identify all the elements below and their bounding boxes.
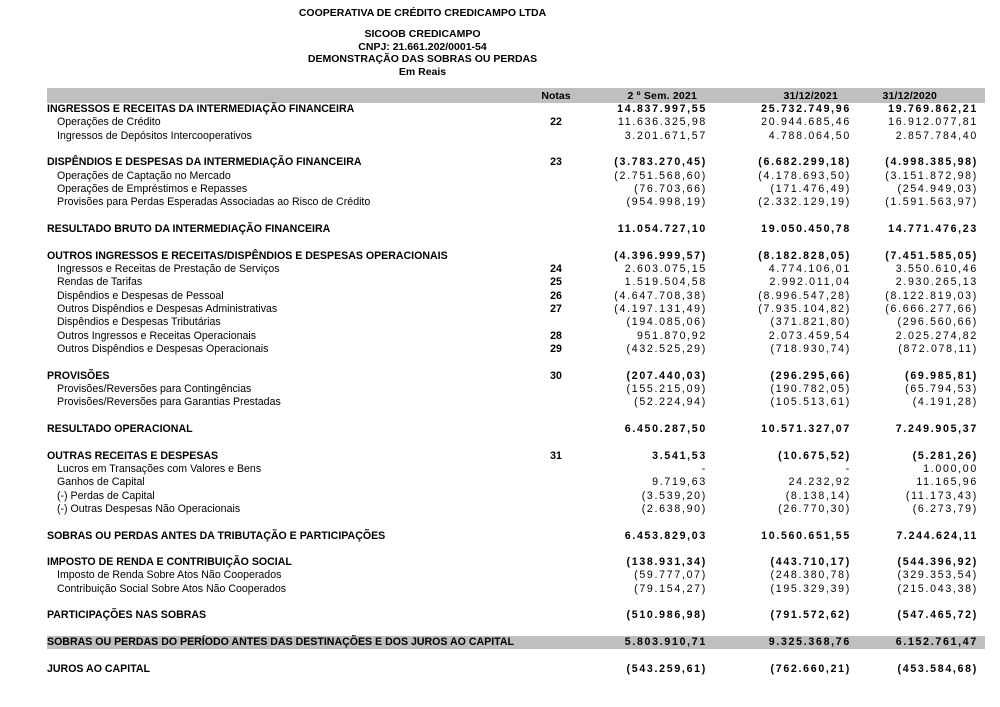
nota-cell (532, 636, 580, 649)
value-sem2-2021 (580, 516, 707, 529)
value-sem2-2021: 5.803.910,71 (624, 636, 707, 649)
value-sem2-2021 (580, 436, 707, 449)
spacer-row (47, 143, 985, 156)
value-31-12-2020 (851, 410, 985, 423)
nota-cell (532, 183, 580, 196)
value-31-12-2020: (65.794,53) (905, 382, 978, 395)
value-31-12-2021: 2.992.011,04 (769, 276, 851, 289)
value-sem2-2021: (138.931,34) (626, 556, 707, 569)
nota-cell (532, 410, 580, 423)
value-31-12-2020: 2.930.265,13 (895, 276, 978, 289)
row-label: INGRESSOS E RECEITAS DA INTERMEDIAÇÃO FINANCEIRA (47, 103, 355, 115)
value-sem2-2021: (155.215,09) (626, 382, 707, 395)
table-row (47, 170, 985, 183)
value-sem2-2021 (580, 410, 707, 423)
nota-cell (532, 530, 580, 543)
nota-cell (532, 196, 580, 209)
row-label: Outros Ingressos e Receitas Operacionais (57, 329, 257, 342)
value-sem2-2021: 1.519.504,58 (624, 276, 707, 289)
value-sem2-2021: (59.777,07) (634, 569, 707, 582)
value-31-12-2021: (6.682.299,18) (758, 156, 851, 169)
nota-cell (532, 316, 580, 329)
value-31-12-2021 (707, 623, 851, 636)
value-sem2-2021: 11.636.325,98 (617, 116, 707, 129)
nota-cell (532, 396, 580, 409)
row-label: Dispêndios e Despesas de Pessoal (57, 289, 224, 302)
nota-cell: 23 (550, 156, 562, 169)
value-31-12-2020 (851, 236, 985, 249)
value-31-12-2020 (851, 596, 985, 609)
row-label: RESULTADO BRUTO DA INTERMEDIAÇÃO FINANCEIRA (47, 222, 331, 235)
nota-cell (532, 103, 580, 116)
value-31-12-2021 (707, 410, 851, 423)
row-label: Provisões para Perdas Esperadas Associadas ao Risco de Crédito (57, 196, 371, 209)
column-header-notas: Notas (541, 89, 571, 102)
value-31-12-2020: 2.025.274,82 (895, 329, 978, 342)
row-label (47, 596, 532, 609)
value-31-12-2021: 2.073.459,54 (768, 329, 851, 342)
statement-title: DEMONSTRAÇÃO DAS SOBRAS OU PERDAS (307, 53, 538, 66)
value-31-12-2020: (4.191,28) (912, 396, 978, 409)
table-row (47, 450, 985, 463)
value-31-12-2021: (8.182.828,05) (758, 249, 851, 262)
nota-cell (532, 543, 580, 556)
value-31-12-2020: (11.173,43) (905, 489, 978, 502)
value-31-12-2021 (707, 649, 851, 662)
value-31-12-2021: (2.332.129,19) (758, 196, 851, 209)
nota-cell (532, 476, 580, 489)
value-31-12-2020: (296.560,66) (897, 316, 978, 329)
entity-name: SICOOB CREDICAMPO (364, 28, 481, 41)
value-sem2-2021: 3.201.671,57 (624, 129, 707, 142)
value-31-12-2021: (8.138,14) (785, 489, 851, 502)
row-label: Ingressos e Receitas de Prestação de Serviços (57, 262, 280, 275)
value-31-12-2020: (8.122.819,03) (885, 289, 978, 302)
value-31-12-2020: 3.550.610,46 (895, 262, 978, 275)
value-sem2-2021: (207.440,03) (626, 369, 707, 382)
row-label: Lucros em Transações com Valores e Bens (57, 462, 262, 475)
table-row (47, 609, 985, 622)
value-31-12-2020: 19.769.862,21 (888, 103, 978, 115)
table-row (47, 223, 985, 236)
table-row (47, 263, 985, 276)
table-row (47, 290, 985, 303)
value-sem2-2021: (3.539,20) (641, 489, 707, 502)
column-header-sem2-2021: 2 º Sem. 2021 (627, 89, 697, 102)
row-label: SOBRAS OU PERDAS DO PERÍODO ANTES DAS DESTINAÇÕES E DOS JUROS AO CAPITAL (47, 636, 514, 649)
row-label: OUTRAS RECEITAS E DESPESAS (47, 449, 219, 462)
value-31-12-2020: (329.353,54) (897, 569, 978, 582)
row-label: (-) Perdas de Capital (57, 489, 155, 502)
value-sem2-2021: (3.783.270,45) (614, 156, 707, 169)
nota-cell: 27 (550, 302, 562, 315)
row-label: JUROS AO CAPITAL (47, 662, 150, 675)
table-row (47, 250, 985, 263)
value-sem2-2021: (52.224,94) (634, 396, 707, 409)
value-31-12-2020: (6.273,79) (912, 502, 978, 515)
value-sem2-2021: 6.450.287,50 (624, 422, 707, 435)
nota-cell (532, 383, 580, 396)
nota-cell: 31 (550, 449, 562, 462)
row-label (47, 436, 532, 449)
value-31-12-2020 (851, 356, 985, 369)
row-label: PROVISÕES (47, 369, 110, 382)
value-sem2-2021: (79.154,27) (634, 582, 707, 595)
value-31-12-2020: (547.465,72) (897, 609, 978, 622)
value-31-12-2021: (443.710,17) (770, 556, 851, 569)
value-sem2-2021: (76.703,66) (634, 182, 707, 195)
row-label: Provisões/Reversões para Garantias Prestadas (57, 396, 281, 409)
nota-cell: 28 (550, 329, 562, 342)
spacer-row (47, 356, 985, 369)
value-31-12-2021 (707, 543, 851, 556)
row-label: Outros Dispêndios e Despesas Operacionais (57, 342, 269, 355)
value-31-12-2021: (195.329,39) (770, 582, 851, 595)
row-label (47, 649, 532, 662)
value-31-12-2020: 11.165,96 (916, 476, 978, 489)
table-row (47, 103, 985, 116)
value-sem2-2021: (194.085,06) (626, 316, 707, 329)
cnpj-line: CNPJ: 21.661.202/0001-54 (358, 40, 487, 53)
row-label: Operações de Empréstimos e Repasses (57, 182, 248, 195)
value-31-12-2021 (707, 436, 851, 449)
value-31-12-2021: (171.476,49) (770, 182, 851, 195)
nota-cell (532, 663, 580, 676)
value-31-12-2020: 6.152.761,47 (895, 636, 978, 649)
spacer-row (47, 649, 985, 662)
row-label: Outros Dispêndios e Despesas Administrativas (57, 302, 278, 315)
value-sem2-2021: (4.396.999,57) (614, 249, 707, 262)
nota-cell (532, 463, 580, 476)
value-31-12-2021 (707, 596, 851, 609)
table-header-row (47, 88, 985, 103)
value-31-12-2021: 25.732.749,96 (761, 103, 851, 115)
nota-cell: 29 (550, 342, 562, 355)
value-sem2-2021: - (701, 462, 707, 475)
value-sem2-2021 (580, 596, 707, 609)
spacer-row (47, 236, 985, 249)
row-label: Provisões/Reversões para Contingências (57, 382, 252, 395)
nota-cell (532, 596, 580, 609)
value-31-12-2021 (707, 210, 851, 223)
value-31-12-2021: (26.770,30) (778, 502, 851, 515)
row-label (47, 210, 532, 223)
table-row (47, 116, 985, 129)
value-31-12-2020: 2.857.784,40 (895, 129, 978, 142)
value-sem2-2021: 11.054.727,10 (617, 222, 707, 235)
value-sem2-2021 (580, 143, 707, 156)
row-label (47, 143, 532, 156)
nota-cell: 26 (550, 289, 562, 302)
table-row (47, 156, 985, 169)
value-31-12-2021: (4.178.693,50) (758, 169, 851, 182)
nota-cell (532, 130, 580, 143)
value-31-12-2021: (762.660,21) (770, 662, 851, 675)
nota-cell (532, 649, 580, 662)
value-31-12-2020: (544.396,92) (897, 556, 978, 569)
row-label: RESULTADO OPERACIONAL (47, 422, 193, 435)
value-31-12-2020 (851, 516, 985, 529)
value-31-12-2021: (190.782,05) (770, 382, 851, 395)
value-31-12-2021 (707, 143, 851, 156)
nota-cell (532, 236, 580, 249)
value-31-12-2020: (69.985,81) (905, 369, 978, 382)
value-31-12-2021 (707, 356, 851, 369)
nota-cell (532, 623, 580, 636)
spacer-row (47, 623, 985, 636)
nota-cell: 30 (550, 369, 562, 382)
table-row (47, 316, 985, 329)
nota-cell (532, 569, 580, 582)
nota-cell (532, 210, 580, 223)
row-label (47, 356, 532, 369)
row-label: Operações de Captação no Mercado (57, 169, 231, 182)
value-31-12-2020: (4.998.385,98) (885, 156, 978, 169)
value-sem2-2021 (580, 356, 707, 369)
nota-cell (532, 356, 580, 369)
value-sem2-2021: (543.259,61) (626, 662, 707, 675)
table-row (47, 530, 985, 543)
table-row (47, 463, 985, 476)
row-label: SOBRAS OU PERDAS ANTES DA TRIBUTAÇÃO E PARTICIPAÇÕES (47, 529, 386, 542)
row-label (47, 623, 532, 636)
row-label: Rendas de Tarifas (57, 276, 143, 289)
currency-note: Em Reais (398, 65, 447, 78)
nota-cell: 24 (550, 262, 562, 275)
value-31-12-2021: (10.675,52) (778, 449, 851, 462)
value-31-12-2021: (8.996.547,28) (758, 289, 851, 302)
nota-cell (532, 609, 580, 622)
row-label (47, 543, 532, 556)
nota-cell (532, 516, 580, 529)
value-31-12-2021: 10.560.651,55 (761, 529, 851, 542)
value-31-12-2021: (718.930,74) (770, 342, 851, 355)
row-label: Ganhos de Capital (57, 476, 145, 489)
nota-cell (532, 170, 580, 183)
table-row (47, 196, 985, 209)
table-row (47, 276, 985, 289)
value-31-12-2021: (248.380,78) (770, 569, 851, 582)
value-31-12-2021: 9.325.368,76 (768, 636, 851, 649)
column-header-31-12-2021: 31/12/2021 (783, 89, 838, 102)
row-label (47, 236, 532, 249)
nota-cell (532, 583, 580, 596)
value-sem2-2021: 9.719,63 (652, 476, 707, 489)
nota-cell (532, 436, 580, 449)
value-31-12-2020: (1.591.563,97) (885, 196, 978, 209)
value-31-12-2021: 24.232,92 (788, 476, 851, 489)
row-label: IMPOSTO DE RENDA E CONTRIBUIÇÃO SOCIAL (47, 556, 292, 569)
value-31-12-2020: 16.912.077,81 (888, 116, 978, 129)
table-row (47, 396, 985, 409)
value-31-12-2020 (851, 543, 985, 556)
table-body (47, 103, 985, 676)
nota-cell (532, 503, 580, 516)
value-sem2-2021: (4.197.131,49) (614, 302, 707, 315)
value-31-12-2021: 19.050.450,78 (761, 222, 851, 235)
value-31-12-2021: 10.571.327,07 (761, 422, 851, 435)
nota-cell (532, 250, 580, 263)
row-label: DISPÊNDIOS E DESPESAS DA INTERMEDIAÇÃO FINANCEIRA (47, 156, 362, 169)
row-label: (-) Outras Despesas Não Operacionais (57, 502, 241, 515)
value-sem2-2021: (954.998,19) (626, 196, 707, 209)
value-31-12-2020: (215.043,38) (897, 582, 978, 595)
spacer-row (47, 410, 985, 423)
row-label: Contribuição Social Sobre Atos Não Cooperados (57, 582, 287, 595)
value-31-12-2021: (791.572,62) (770, 609, 851, 622)
value-31-12-2020: (7.451.585,05) (885, 249, 978, 262)
row-label: Ingressos de Depósitos Intercooperativos (57, 129, 252, 142)
spacer-row (47, 596, 985, 609)
value-31-12-2021: 4.788.064,50 (768, 129, 851, 142)
nota-cell (532, 556, 580, 569)
company-name: COOPERATIVA DE CRÉDITO CREDICAMPO LTDA (298, 7, 547, 19)
value-31-12-2020 (851, 143, 985, 156)
row-label: Operações de Crédito (57, 116, 161, 129)
value-31-12-2020: 7.249.905,37 (895, 422, 978, 435)
value-sem2-2021 (580, 210, 707, 223)
spacer-row (47, 543, 985, 556)
value-31-12-2021: (7.935.104,82) (758, 302, 851, 315)
column-header-31-12-2020: 31/12/2020 (882, 89, 937, 102)
value-sem2-2021: (2.638,90) (641, 502, 707, 515)
value-31-12-2020: (453.584,68) (897, 662, 978, 675)
nota-cell: 25 (550, 276, 562, 289)
value-31-12-2020: (6.666.277,66) (885, 302, 978, 315)
value-31-12-2020: 1.000,00 (923, 462, 978, 475)
table-row (47, 476, 985, 489)
value-31-12-2020 (851, 210, 985, 223)
value-31-12-2020 (851, 436, 985, 449)
nota-cell (532, 223, 580, 236)
nota-cell (532, 423, 580, 436)
value-sem2-2021: 3.541,53 (652, 449, 707, 462)
table-row (47, 503, 985, 516)
document-header (0, 7, 845, 78)
table-row (47, 636, 985, 649)
table-row (47, 383, 985, 396)
row-label: Dispêndios e Despesas Tributárias (57, 316, 221, 329)
value-sem2-2021 (580, 649, 707, 662)
value-sem2-2021 (580, 236, 707, 249)
row-label: OUTROS INGRESSOS E RECEITAS/DISPÊNDIOS E DESPESAS OPERACIONAIS (47, 249, 448, 262)
value-sem2-2021: (2.751.568,60) (614, 169, 707, 182)
financial-statement-table (47, 88, 985, 676)
spacer-row (47, 436, 985, 449)
table-row (47, 370, 985, 383)
value-sem2-2021 (580, 543, 707, 556)
value-31-12-2021 (707, 516, 851, 529)
spacer-row (47, 516, 985, 529)
table-row (47, 130, 985, 143)
value-31-12-2020 (851, 649, 985, 662)
row-label (47, 410, 532, 423)
value-31-12-2020 (851, 623, 985, 636)
value-sem2-2021: 6.453.829,03 (624, 529, 707, 542)
value-31-12-2021: - (845, 462, 851, 475)
table-row (47, 330, 985, 343)
table-row (47, 183, 985, 196)
row-label: PARTICIPAÇÕES NAS SOBRAS (47, 609, 207, 622)
table-row (47, 556, 985, 569)
value-sem2-2021 (580, 623, 707, 636)
value-31-12-2021: (105.513,61) (770, 396, 851, 409)
value-sem2-2021: 2.603.075,15 (624, 262, 707, 275)
value-31-12-2021: 4.774.106,01 (768, 262, 851, 275)
table-row (47, 490, 985, 503)
value-sem2-2021: (510.986,98) (626, 609, 707, 622)
table-row (47, 663, 985, 676)
table-row (47, 569, 985, 582)
row-label (47, 516, 532, 529)
value-31-12-2020: 7.244.624,11 (896, 529, 978, 542)
value-31-12-2020: (872.078,11) (898, 342, 978, 355)
nota-cell: 22 (550, 116, 562, 129)
value-31-12-2021: (371.821,80) (770, 316, 851, 329)
value-31-12-2020: (3.151.872,98) (885, 169, 978, 182)
nota-cell (532, 490, 580, 503)
value-31-12-2021: 20.944.685,46 (761, 116, 851, 129)
value-31-12-2021 (707, 236, 851, 249)
value-sem2-2021: 14.837.997,55 (617, 103, 707, 115)
value-31-12-2020: (254.949,03) (897, 182, 978, 195)
value-31-12-2020: (5.281,26) (912, 449, 978, 462)
nota-cell (532, 143, 580, 156)
value-31-12-2020: 14.771.476,23 (888, 222, 978, 235)
value-sem2-2021: (4.647.708,38) (614, 289, 707, 302)
spacer-row (47, 210, 985, 223)
value-sem2-2021: (432.525,29) (626, 342, 707, 355)
table-row (47, 303, 985, 316)
value-31-12-2021: (296.295,66) (770, 369, 851, 382)
row-label: Imposto de Renda Sobre Atos Não Cooperados (57, 569, 282, 582)
table-row (47, 583, 985, 596)
table-row (47, 423, 985, 436)
table-row (47, 343, 985, 356)
value-sem2-2021: 951.870,92 (636, 329, 707, 342)
